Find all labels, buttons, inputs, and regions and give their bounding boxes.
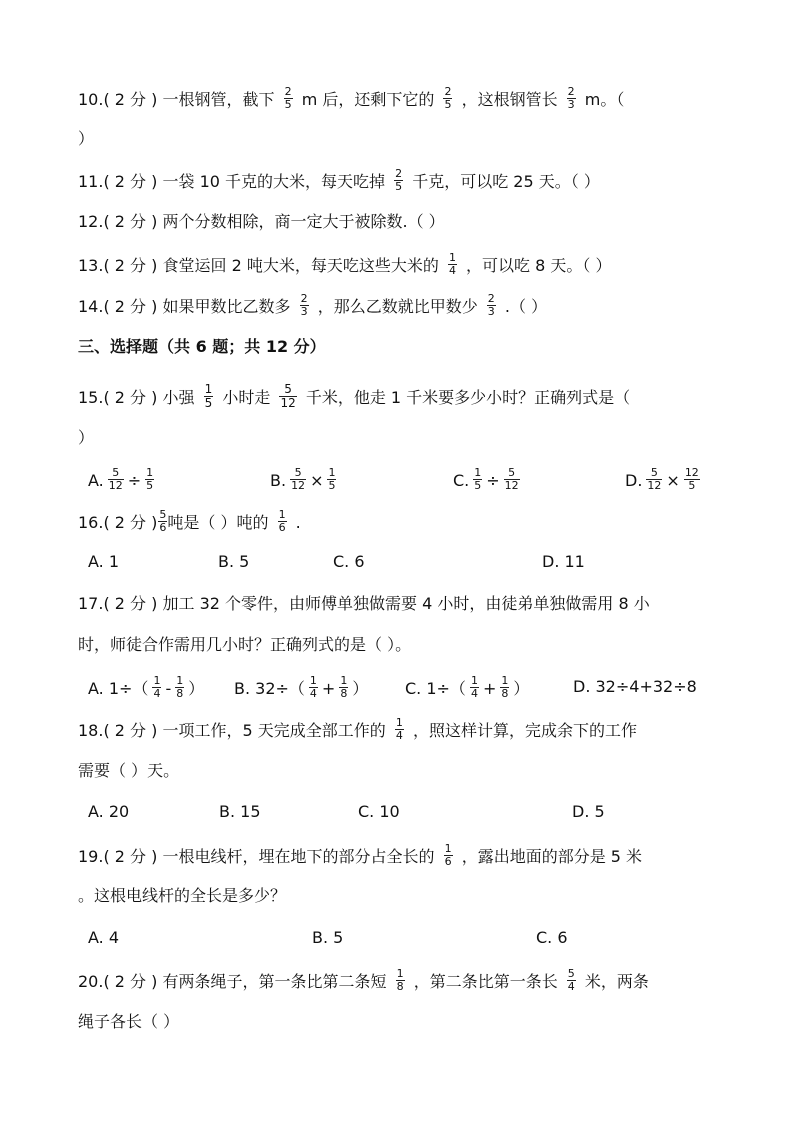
question-text: 米，两条 — [584, 972, 649, 991]
option-c[interactable]: C. 6 — [333, 552, 365, 571]
question-number: 11. — [78, 172, 104, 191]
fraction: $\frac{5}{4}$ — [567, 967, 575, 993]
question-number: 19. — [78, 847, 104, 866]
question-text: . — [295, 513, 301, 532]
question-20 — [78, 967, 734, 995]
question-score: ( 2 分 ) — [103, 594, 158, 613]
question-text: ，露出地面的部分是 5 米 — [461, 847, 643, 866]
question-15-tail: ） — [78, 428, 95, 447]
question-12 — [78, 212, 734, 232]
fraction: $\frac{1}{5}$ — [474, 466, 482, 492]
question-19-line2: 。这根电线杆的全长是多少？ — [78, 886, 287, 905]
question-11 — [78, 167, 734, 195]
question-text: 一袋 10 千克的大米，每天吃掉 — [162, 172, 386, 191]
fraction: $\frac{5}{12}$ — [504, 466, 519, 492]
fraction: $\frac{1}{8}$ — [501, 674, 509, 700]
question-score: ( 2 分 ) — [103, 297, 158, 316]
question-text: 食堂运回 2 吨大米，每天吃这些大米的 — [162, 256, 439, 275]
option-a[interactable]: A. $\frac{5}{12}$ ÷ $\frac{1}{5}$ — [88, 466, 154, 492]
question-text: 一项工作，5 天完成全部工作的 — [162, 721, 386, 740]
fraction: $\frac{5}{12}$ — [280, 382, 296, 410]
question-19 — [78, 842, 734, 870]
question-text: 千克，可以吃 25 天。（ ） — [412, 172, 600, 191]
option-d[interactable]: D. $\frac{5}{12}$ × $\frac{12}{5}$ — [625, 466, 699, 492]
option-c[interactable]: C. 10 — [358, 802, 400, 821]
question-text: 两个分数相除，商一定大于被除数.（ ） — [162, 212, 445, 231]
question-text: ，照这样计算，完成余下的工作 — [412, 721, 637, 740]
option-b[interactable]: B. 15 — [219, 802, 261, 821]
question-20-line2: 绳子各长（ ） — [78, 1012, 180, 1031]
option-a[interactable]: A. 20 — [88, 802, 130, 821]
fraction: $\frac{1}{4}$ — [448, 251, 456, 277]
fraction: $\frac{2}{5}$ — [395, 167, 403, 193]
question-score: ( 2 分 ) — [103, 721, 158, 740]
fraction: $\frac{1}{4}$ — [470, 674, 478, 700]
option-d[interactable]: D. 5 — [572, 802, 605, 821]
fraction: $\frac{5}{6}$ — [159, 508, 167, 534]
question-number: 20. — [78, 972, 104, 991]
fraction: $\frac{2}{3}$ — [300, 292, 308, 318]
option-a[interactable]: A. 1÷（ $\frac{1}{4}$ - $\frac{1}{8}$ ） — [88, 674, 205, 700]
question-text: 小时走 — [222, 388, 271, 407]
question-text: 一根电线杆，埋在地下的部分占全长的 — [162, 847, 435, 866]
question-text: 千米，他走 1 千米要多少小时？正确列式是（ — [305, 388, 631, 407]
question-text: 如果甲数比乙数多 — [162, 297, 291, 316]
option-b[interactable]: B. 5 — [312, 928, 344, 947]
option-d[interactable]: D. 11 — [542, 552, 585, 571]
question-13 — [78, 251, 734, 279]
question-10 — [78, 85, 734, 113]
question-text: ，第二条比第一条长 — [413, 972, 558, 991]
question-score: ( 2 分 ) — [103, 513, 158, 532]
question-number: 10. — [78, 90, 104, 109]
option-a[interactable]: A. 1 — [88, 552, 120, 571]
question-score: ( 2 分 ) — [103, 847, 158, 866]
question-score: ( 2 分 ) — [103, 212, 158, 231]
question-text: .（ ） — [504, 297, 548, 316]
question-number: 13. — [78, 256, 104, 275]
fraction: $\frac{1}{6}$ — [278, 508, 286, 534]
fraction: $\frac{5}{12}$ — [647, 466, 662, 492]
fraction: $\frac{2}{3}$ — [567, 85, 575, 111]
option-a[interactable]: A. 4 — [88, 928, 120, 947]
fraction: $\frac{1}{4}$ — [309, 674, 317, 700]
question-text: m。（ — [584, 90, 625, 109]
question-text: 有两条绳子，第一条比第二条短 — [162, 972, 387, 991]
question-number: 14. — [78, 297, 104, 316]
question-number: 16. — [78, 513, 104, 532]
fraction: $\frac{5}{12}$ — [291, 466, 306, 492]
fraction: $\frac{2}{5}$ — [284, 85, 292, 111]
fraction: $\frac{1}{5}$ — [146, 466, 154, 492]
fraction: $\frac{1}{8}$ — [176, 674, 184, 700]
question-score: ( 2 分 ) — [103, 90, 158, 109]
question-number: 15. — [78, 388, 104, 407]
question-score: ( 2 分 ) — [103, 256, 158, 275]
fraction: $\frac{1}{4}$ — [153, 674, 161, 700]
fraction: $\frac{1}{4}$ — [395, 716, 403, 742]
fraction: $\frac{1}{8}$ — [340, 674, 348, 700]
fraction: $\frac{5}{12}$ — [108, 466, 123, 492]
question-17 — [78, 594, 734, 614]
fraction: $\frac{1}{5}$ — [328, 466, 336, 492]
option-b[interactable]: B. $\frac{5}{12}$ × $\frac{1}{5}$ — [270, 466, 336, 492]
question-text: 加工 32 个零件，由师傅单独做需要 4 小时，由徒弟单独做需用 8 小 — [162, 594, 650, 613]
option-b[interactable]: B. 5 — [218, 552, 250, 571]
question-score: ( 2 分 ) — [103, 972, 158, 991]
question-text: m 后，还剩下它的 — [301, 90, 435, 109]
fraction: $\frac{1}{5}$ — [204, 382, 213, 410]
question-text: 一根钢管，截下 — [162, 90, 275, 109]
fraction: $\frac{2}{5}$ — [444, 85, 452, 111]
question-number: 12. — [78, 212, 104, 231]
question-14 — [78, 292, 734, 320]
option-d[interactable]: D. 32÷4+32÷8 — [573, 677, 697, 696]
question-score: ( 2 分 ) — [103, 172, 158, 191]
question-16 — [78, 508, 734, 536]
question-18-line2: 需要（ ）天。 — [78, 761, 180, 780]
fraction: $\frac{12}{5}$ — [684, 466, 699, 492]
question-text: 小强 — [162, 388, 195, 407]
fraction: $\frac{2}{3}$ — [487, 292, 495, 318]
question-10-tail: ） — [78, 129, 95, 148]
fraction: $\frac{1}{6}$ — [444, 842, 452, 868]
question-15 — [78, 382, 734, 412]
option-c[interactable]: C. 1÷（ $\frac{1}{4}$ + $\frac{1}{8}$ ） — [405, 674, 530, 700]
question-18 — [78, 716, 734, 744]
question-text: ，这根钢管长 — [461, 90, 558, 109]
fraction: $\frac{1}{8}$ — [396, 967, 404, 993]
option-c[interactable]: C. $\frac{1}{5}$ ÷ $\frac{5}{12}$ — [453, 466, 519, 492]
question-number: 18. — [78, 721, 104, 740]
question-text: ，那么乙数就比甲数少 — [317, 297, 478, 316]
option-c[interactable]: C. 6 — [536, 928, 568, 947]
option-b[interactable]: B. 32÷（ $\frac{1}{4}$ + $\frac{1}{8}$ ） — [234, 674, 369, 700]
question-number: 17. — [78, 594, 104, 613]
question-17-line2: 时，师徒合作需用几小时？正确列式的是（ ）。 — [78, 635, 412, 654]
question-text: ，可以吃 8 天。（ ） — [466, 256, 612, 275]
question-text: 吨是（ ）吨的 — [167, 513, 269, 532]
question-score: ( 2 分 ) — [103, 388, 158, 407]
section-heading: 三、选择题（共 6 题；共 12 分） — [78, 337, 326, 356]
